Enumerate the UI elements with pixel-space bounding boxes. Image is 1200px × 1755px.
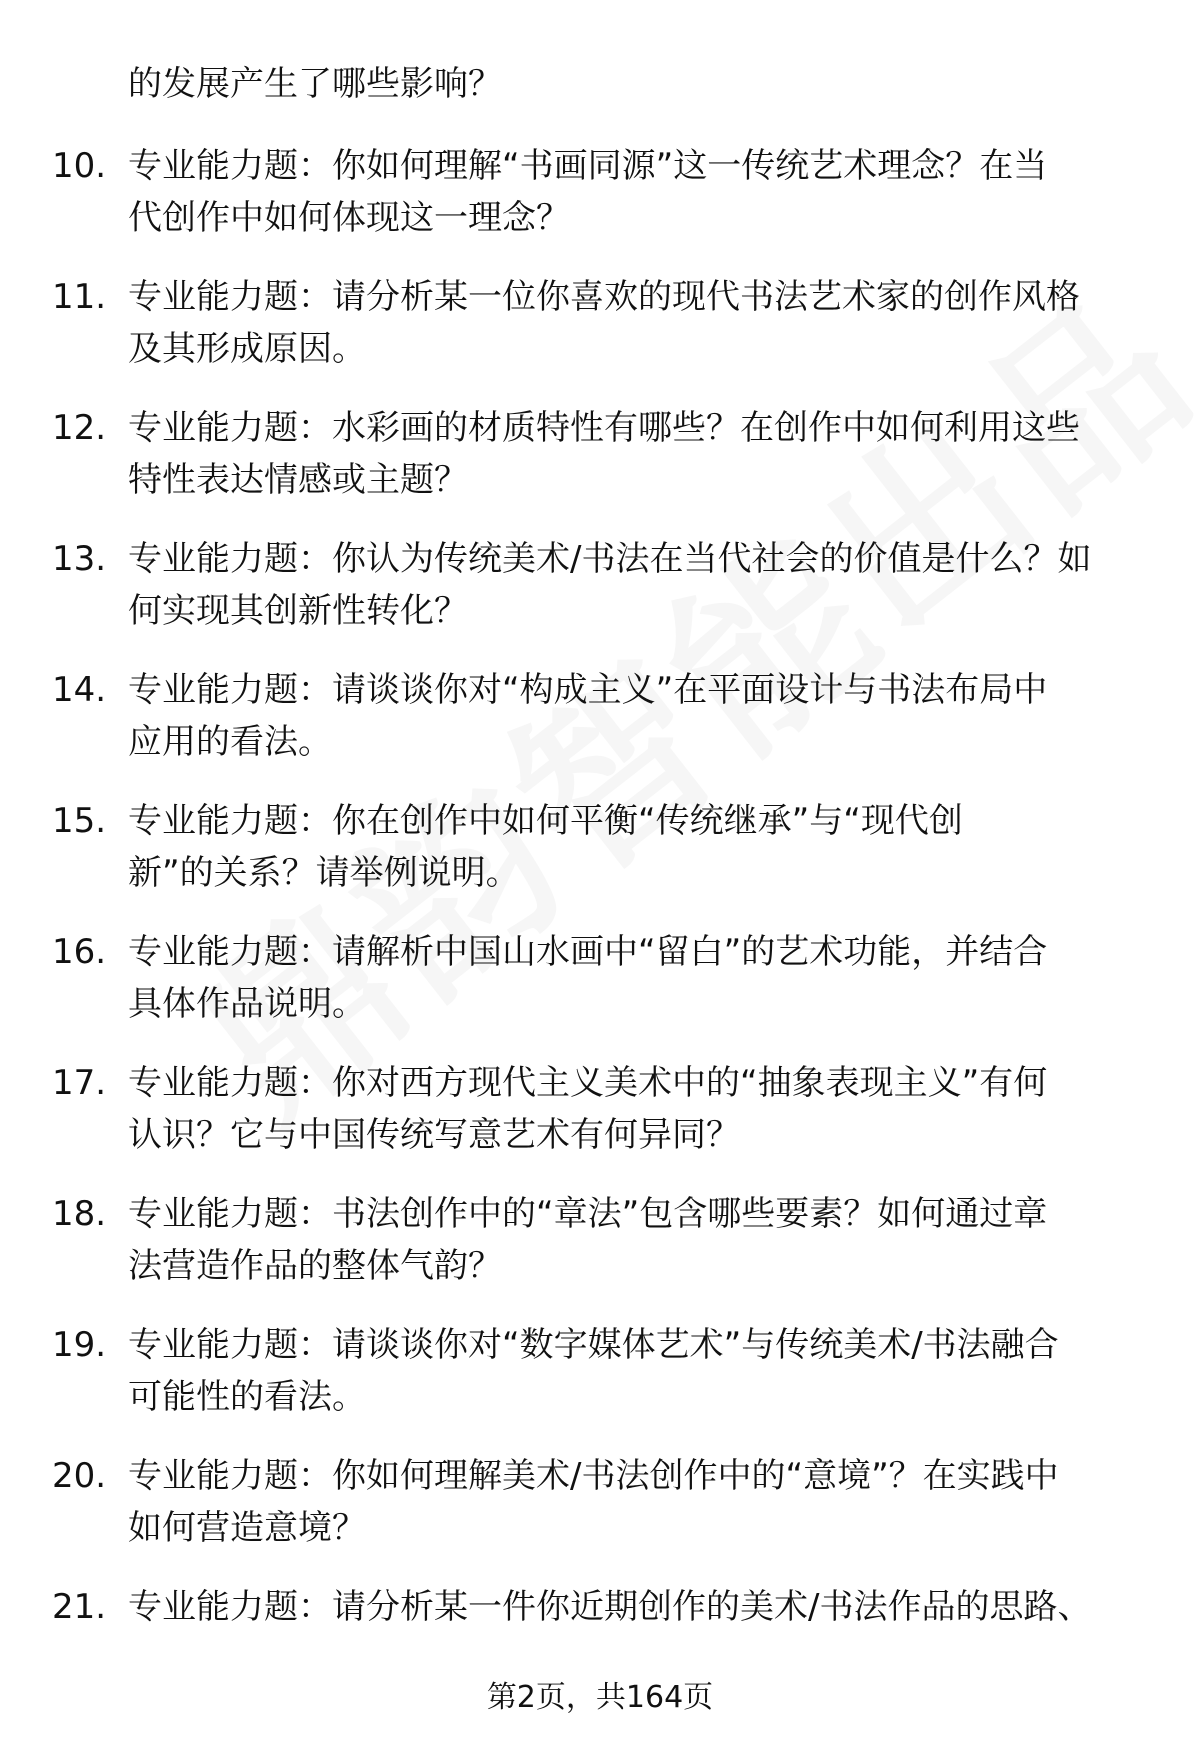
question-text: [128, 533, 1148, 637]
question-text-line: 专业能力题：你认为传统美术/书法在当代社会的价值是什么？如: [128, 539, 1092, 579]
question-number: 20.: [52, 1456, 107, 1496]
question-text-line: 专业能力题：你在创作中如何平衡“传统继承”与“现代创: [128, 801, 963, 841]
question-text-line: 专业能力题：你对西方现代主义美术中的“抽象表现主义”有何: [128, 1063, 1048, 1103]
question-text-line: 专业能力题：请谈谈你对“构成主义”在平面设计与书法布局中: [128, 670, 1048, 710]
question-text: [128, 795, 1148, 899]
question-item: [0, 1450, 1200, 1581]
question-number: 18.: [52, 1194, 107, 1234]
question-text-line: 如何营造意境？: [128, 1508, 366, 1548]
question-number: 21.: [52, 1587, 107, 1627]
question-text-line: 何实现其创新性转化？: [128, 591, 468, 631]
question-text: [128, 1188, 1148, 1292]
question-text: [128, 1057, 1148, 1161]
question-item: [0, 1057, 1200, 1188]
page-footer: 第2页，共164页: [486, 1680, 714, 1715]
question-text: [128, 664, 1148, 768]
question-item: [0, 533, 1200, 664]
question-item: [0, 1319, 1200, 1450]
question-text-line: 认识？它与中国传统写意艺术有何异同？: [128, 1115, 740, 1155]
question-text: [128, 271, 1148, 375]
question-number: 16.: [52, 932, 107, 972]
question-text-line: 专业能力题：请解析中国山水画中“留白”的艺术功能，并结合: [128, 932, 1048, 972]
question-text-line: 可能性的看法。: [128, 1377, 366, 1417]
question-item: [0, 140, 1200, 271]
question-text: [128, 140, 1148, 244]
question-text-line: 专业能力题：请分析某一位你喜欢的现代书法艺术家的创作风格: [128, 277, 1080, 317]
question-number: 10.: [52, 146, 107, 186]
question-number: 11.: [52, 277, 107, 317]
question-text: [128, 926, 1148, 1030]
question-text: [128, 1450, 1148, 1554]
question-text-line: 及其形成原因。: [128, 329, 366, 369]
question-number: 12.: [52, 408, 107, 448]
question-item: [0, 795, 1200, 926]
question-item: [0, 926, 1200, 1057]
question-number: 15.: [52, 801, 107, 841]
question-text-line: 法营造作品的整体气韵？: [128, 1246, 502, 1286]
question-text-line: 具体作品说明。: [128, 984, 366, 1024]
question-text-line: 专业能力题：水彩画的材质特性有哪些？在创作中如何利用这些: [128, 408, 1080, 448]
question-number: 17.: [52, 1063, 107, 1103]
question-number: 19.: [52, 1325, 107, 1365]
question-text-line: 新”的关系？请举例说明。: [128, 853, 520, 893]
question-text-line: 专业能力题：你如何理解“书画同源”这一传统艺术理念？在当: [128, 146, 1048, 186]
question-item: [0, 664, 1200, 795]
question-text: [128, 402, 1148, 506]
question-text-line: 专业能力题：你如何理解美术/书法创作中的“意境”？在实践中: [128, 1456, 1059, 1496]
question-text-line: 专业能力题：书法创作中的“章法”包含哪些要素？如何通过章: [128, 1194, 1048, 1234]
question-text-line: 代创作中如何体现这一理念？: [128, 198, 570, 238]
question-text-line: 专业能力题：请分析某一件你近期创作的美术/书法作品的思路、: [128, 1587, 1092, 1627]
previous-question-continuation: 的发展产生了哪些影响？: [128, 64, 502, 104]
question-text-line: 应用的看法。: [128, 722, 332, 762]
question-text-line: 专业能力题：请谈谈你对“数字媒体艺术”与传统美术/书法融合: [128, 1325, 1059, 1365]
question-item: [0, 271, 1200, 402]
question-text: [128, 1319, 1148, 1423]
question-number: 14.: [52, 670, 107, 710]
question-item: [0, 402, 1200, 533]
question-text: [128, 1581, 1148, 1633]
question-text-line: 特性表达情感或主题？: [128, 460, 468, 500]
question-item: [0, 1188, 1200, 1319]
question-list: [0, 140, 1200, 1712]
question-number: 13.: [52, 539, 107, 579]
